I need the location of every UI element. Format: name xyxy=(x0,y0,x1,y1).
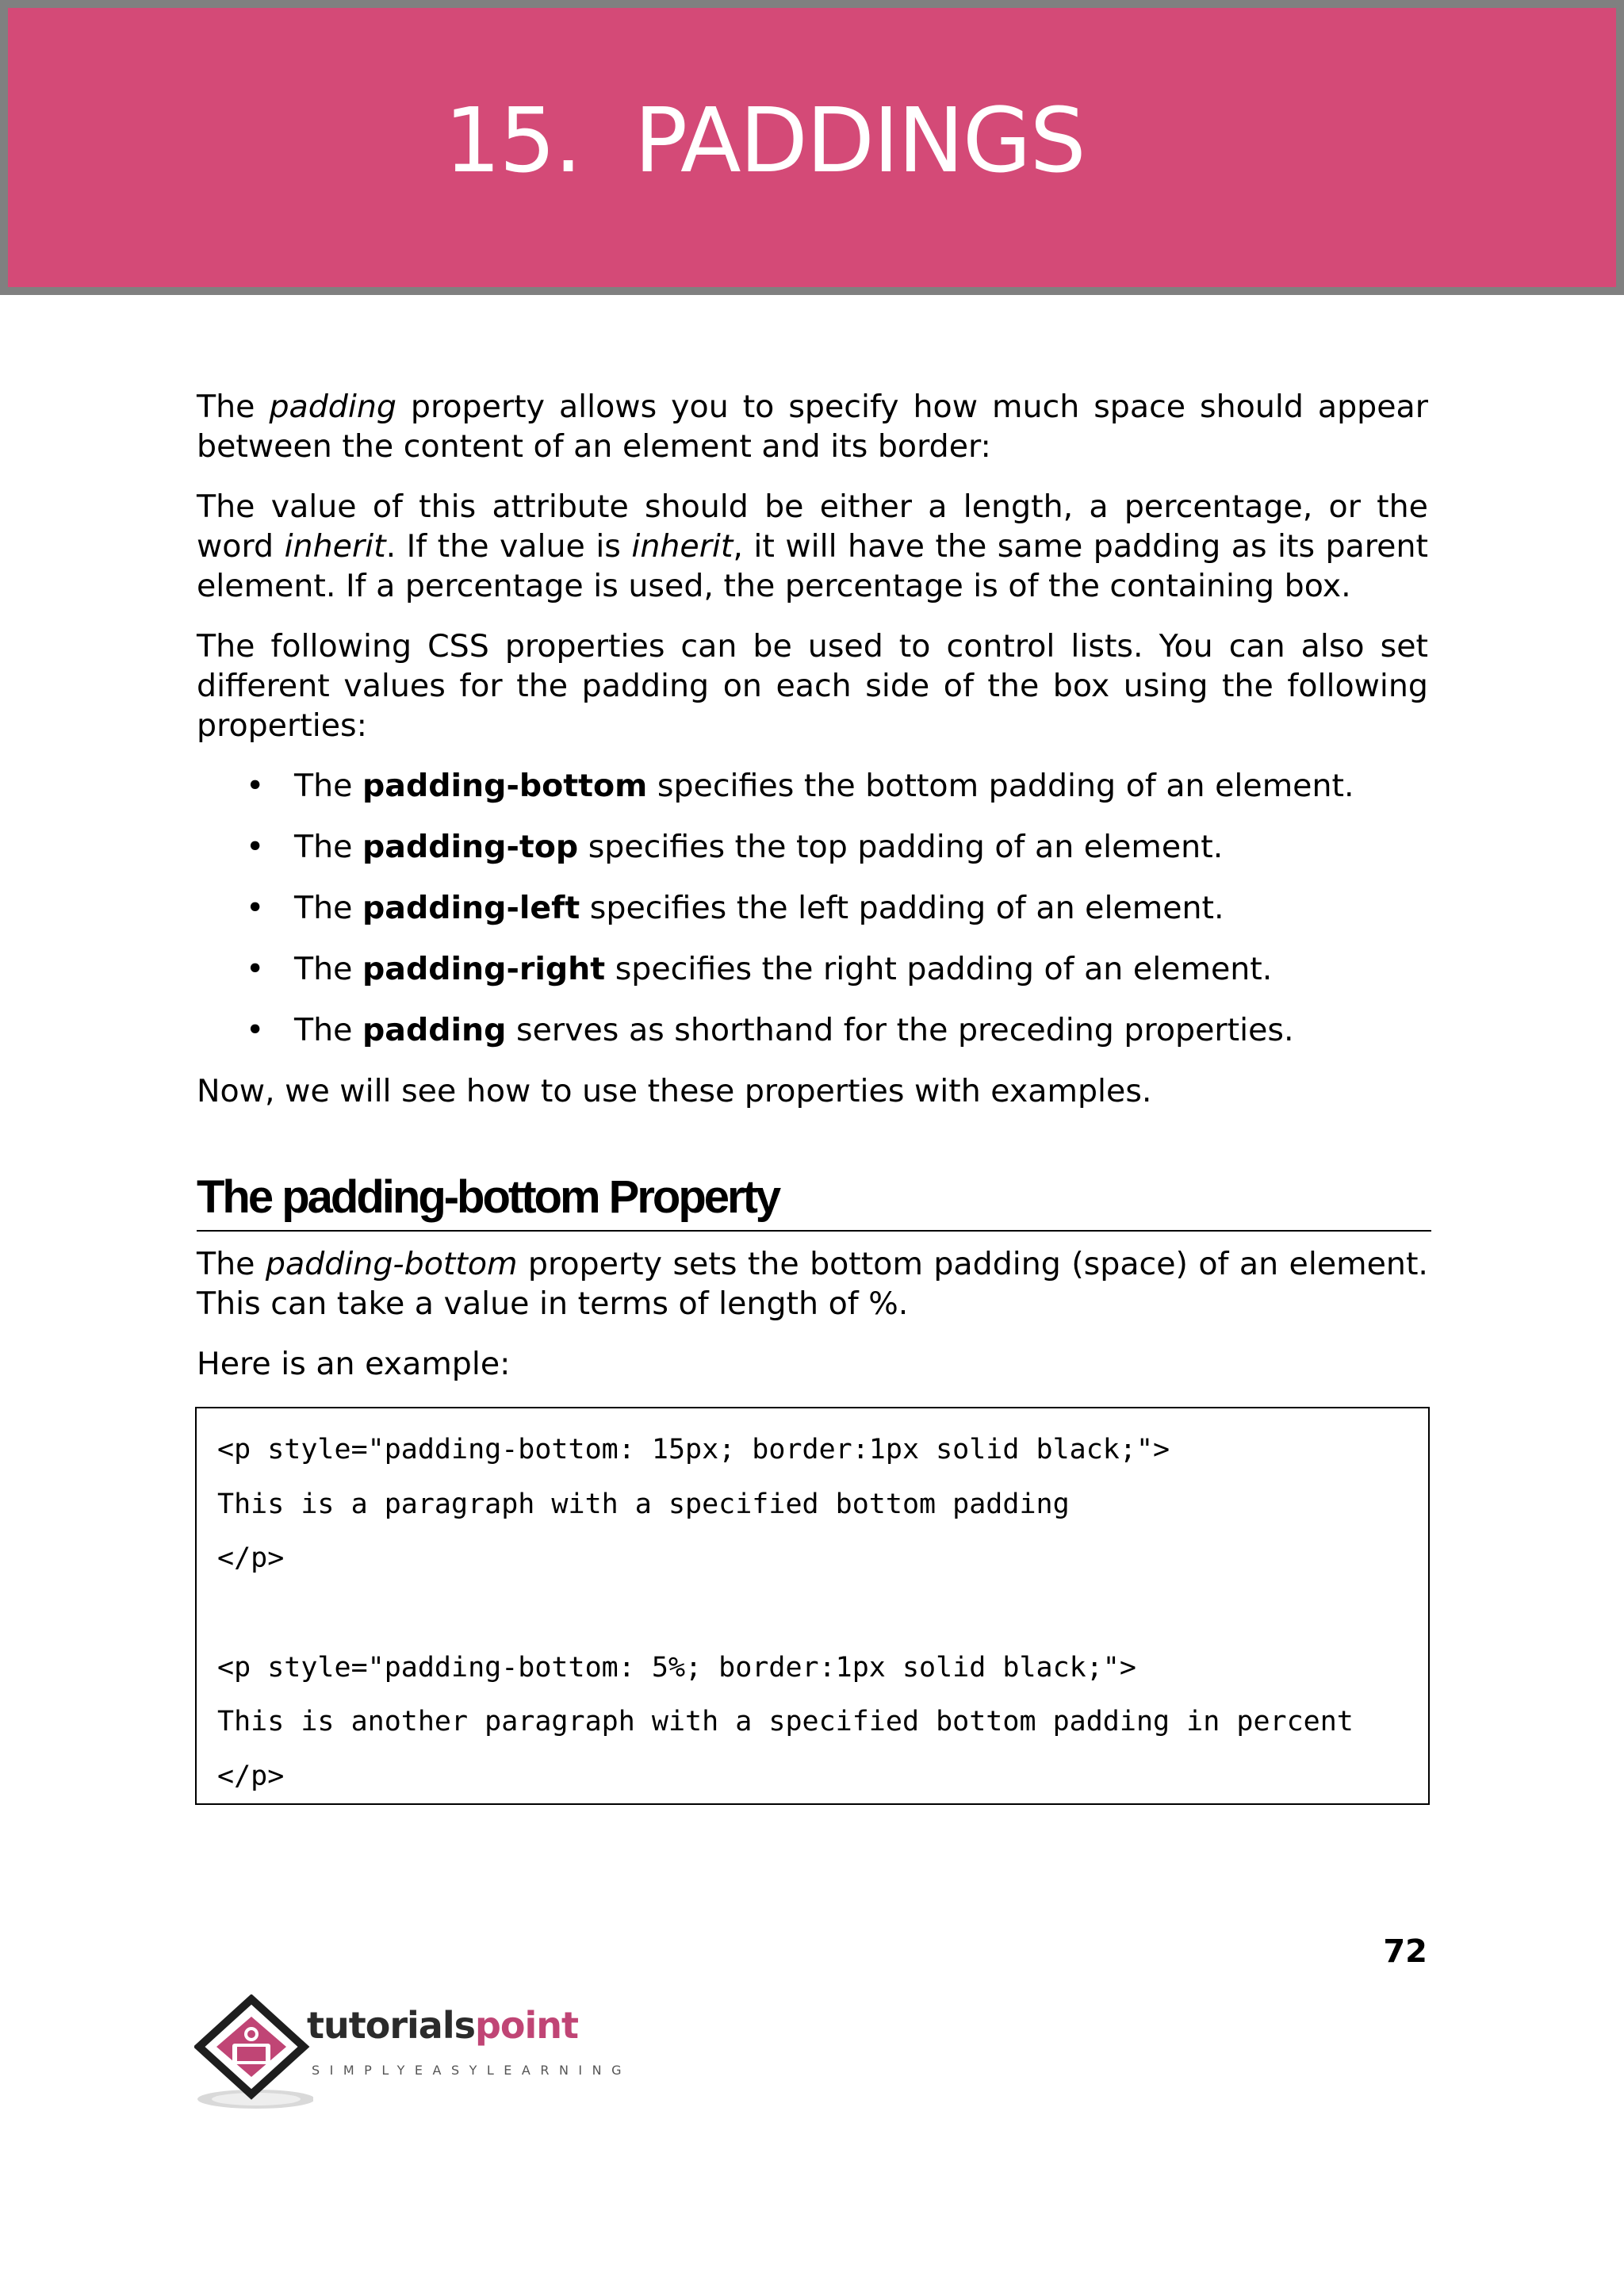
property-list xyxy=(197,766,1428,1050)
section-heading: The padding-bottom Property xyxy=(197,1168,1431,1232)
list-item xyxy=(197,766,1428,806)
code-line: This is a paragraph with a specified bottom padding xyxy=(217,1488,1070,1520)
list-item-description: serves as shorthand for the preceding properties. xyxy=(506,1012,1294,1048)
list-item-description: specifies the top padding of an element. xyxy=(578,829,1224,865)
bullet-icon: • xyxy=(246,829,265,865)
list-item xyxy=(197,949,1428,989)
list-item-term: padding-left xyxy=(362,890,580,926)
list-item-term: padding xyxy=(362,1012,507,1048)
intro-paragraph-3: The following CSS properties can be used to control lists. You can also set different values for the padding on each side of the box using the following properties: xyxy=(197,628,1428,744)
list-item-prefix: The xyxy=(294,829,363,865)
list-item-term: padding-right xyxy=(362,951,606,987)
list-item-prefix: The xyxy=(294,890,363,926)
section-p1-text-a: The xyxy=(197,1246,266,1282)
list-item xyxy=(197,888,1428,928)
intro-p1-emphasis: padding xyxy=(269,389,396,425)
code-line: <p style="padding-bottom: 15px; border:1px solid black;"> xyxy=(217,1434,1170,1466)
section-p1-text-b: property sets the bottom padding (space) of an element. This can take a value in terms of length of %. xyxy=(197,1246,1428,1322)
list-item-description: specifies the left padding of an element. xyxy=(580,890,1224,926)
outro-paragraph: Now, we will see how to use these properties with examples. xyxy=(197,1073,1152,1109)
list-item-prefix: The xyxy=(294,951,363,987)
intro-p1-text-b: property allows you to specify how much space should appear between the content of an element and its border: xyxy=(197,389,1428,465)
list-item xyxy=(197,1010,1428,1050)
logo-word-point: point xyxy=(474,2004,579,2047)
tutorialspoint-logo xyxy=(194,1994,632,2113)
intro-p2-text-b: . If the value is xyxy=(385,528,632,565)
page-number: 72 xyxy=(1383,1933,1427,1970)
bullet-icon: • xyxy=(246,768,265,804)
logo-emblem-icon xyxy=(194,1994,313,2113)
code-line: <p style="padding-bottom: 5%; border:1px solid black;"> xyxy=(217,1651,1136,1684)
section-paragraph-2: Here is an example: xyxy=(197,1346,511,1382)
code-line: </p> xyxy=(217,1761,285,1793)
intro-p1-text-a: The xyxy=(197,389,270,425)
section-p1-emphasis: padding-bottom xyxy=(265,1246,518,1282)
logo-tagline: SIMPLYEASYLEARNING xyxy=(312,2063,632,2078)
section-paragraph-1 xyxy=(197,1244,1428,1324)
code-example xyxy=(195,1407,1430,1805)
intro-paragraph-1 xyxy=(197,387,1428,466)
bullet-icon: • xyxy=(246,1012,265,1048)
list-item-description: specifies the bottom padding of an element. xyxy=(647,768,1354,804)
intro-paragraph-2 xyxy=(197,487,1428,606)
list-item-description: specifies the right padding of an element. xyxy=(605,951,1273,987)
code-line: </p> xyxy=(217,1542,285,1575)
list-item-prefix: The xyxy=(294,768,363,804)
intro-p2-emphasis-2: inherit xyxy=(631,528,733,565)
list-item-term: padding-bottom xyxy=(362,768,648,804)
code-line: This is another paragraph with a specified bottom padding in percent xyxy=(217,1706,1354,1738)
logo-word-tutorials: tutorials xyxy=(307,2004,475,2047)
list-item-term: padding-top xyxy=(362,829,579,865)
chapter-title: 15. PADDINGS xyxy=(444,90,1085,193)
code-line xyxy=(217,1586,1428,1641)
page-content xyxy=(197,387,1428,1404)
bullet-icon: • xyxy=(246,890,265,926)
list-item xyxy=(197,827,1428,867)
intro-p2-emphasis-1: inherit xyxy=(284,528,386,565)
logo-wordmark xyxy=(307,2004,578,2047)
bullet-icon: • xyxy=(246,951,265,987)
intro-p2-text-c: , it will have the same padding as its parent element. If a percentage is used, the percentage is of the containing box. xyxy=(197,528,1428,604)
intro-p2-text-a: The value of this attribute should be either a length, a percentage, or the word xyxy=(197,489,1428,565)
list-item-prefix: The xyxy=(294,1012,363,1048)
chapter-banner xyxy=(0,0,1624,295)
